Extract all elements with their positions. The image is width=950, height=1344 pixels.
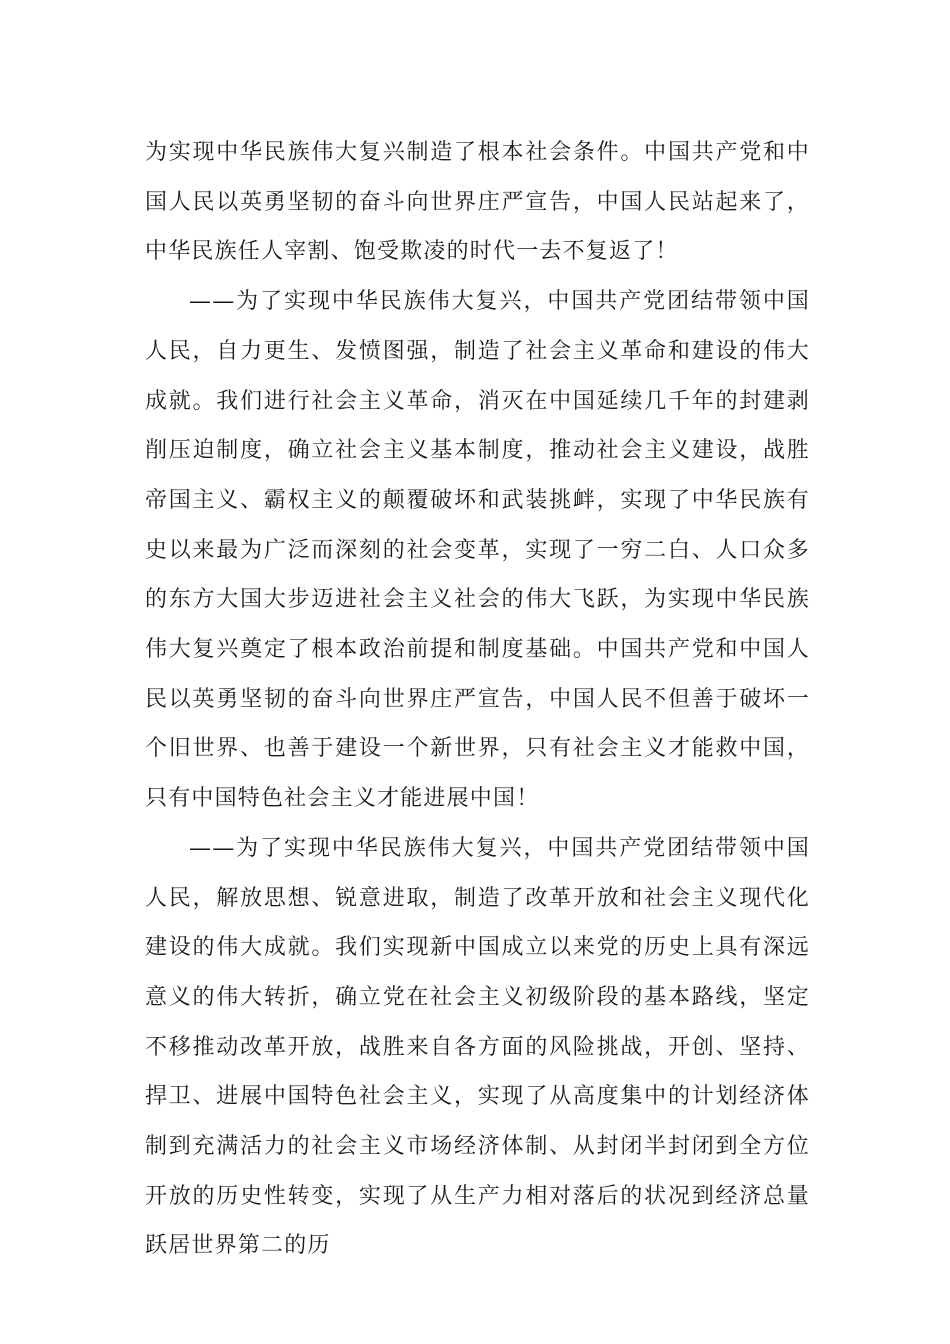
paragraph-3: ——为了实现中华民族伟大复兴，中国共产党团结带领中国人民，解放思想、锐意进取，制造了改革开放和社会主义现代化建设的伟大成就。我们实现新中国成立以来党的历史上具有深远意义的伟大转折，确立党在社会主义初级阶段的基本路线，坚定不移推动改革开放，战胜来自各方面的风险挑战，开创、坚持、捍卫、进展中国特色社会主义，实现了从高度集中的计划经济体制到充满活力的社会主义市场经济体制、从封闭半封闭到全方位开放的历史性转变，实现了从生产力相对落后的状况到经济总量跃居世界第二的历 bbox=[145, 835, 810, 1259]
paragraph-2: ——为了实现中华民族伟大复兴，中国共产党团结带领中国人民，自力更生、发愤图强，制造了社会主义革命和建设的伟大成就。我们进行社会主义革命，消灭在中国延续几千年的封建剥削压迫制度，确立社会主义基本制度，推动社会主义建设，战胜帝国主义、霸权主义的颠覆破坏和武装挑衅，实现了中华民族有史以来最为广泛而深刻的社会变革，实现了一穷二白、人口众多的东方大国大步迈进社会主义社会的伟大飞跃，为实现中华民族伟大复兴奠定了根本政治前提和制度基础。中国共产党和中国人民以英勇坚韧的奋斗向世界庄严宣告，中国人民不但善于破坏一个旧世界、也善于建设一个新世界，只有社会主义才能救中国，只有中国特色社会主义才能进展中国！ bbox=[145, 289, 810, 812]
paragraph-1: 为实现中华民族伟大复兴制造了根本社会条件。中国共产党和中国人民以英勇坚韧的奋斗向世界庄严宣告，中国人民站起来了，中华民族任人宰割、饱受欺凌的时代一去不复返了！ bbox=[145, 140, 810, 265]
document-body bbox=[145, 128, 810, 1271]
